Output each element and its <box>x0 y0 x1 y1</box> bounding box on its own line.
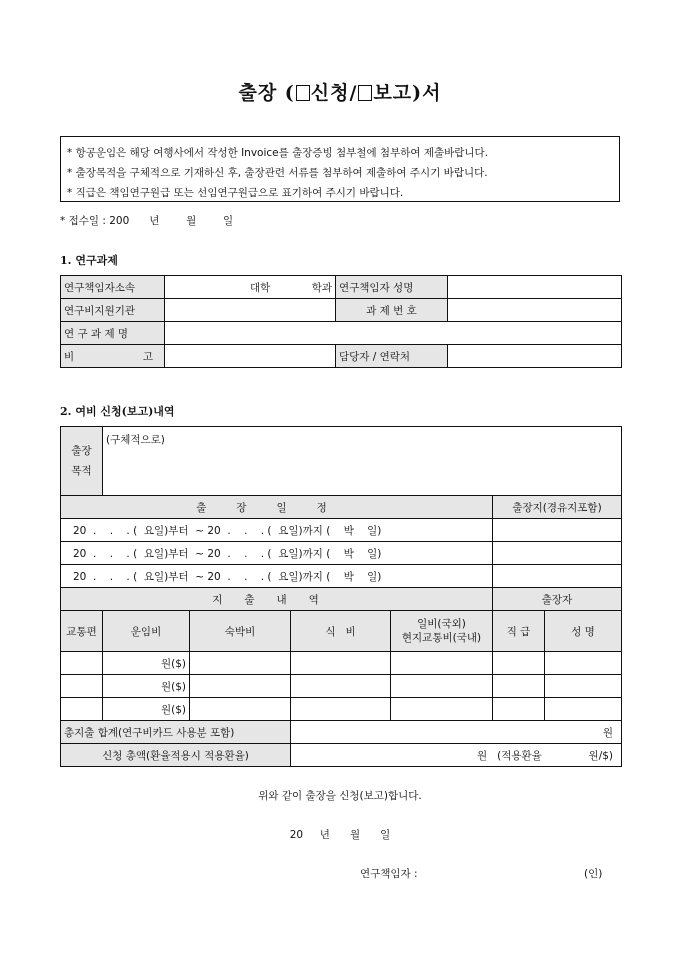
expense-header: 지출내역 <box>61 588 493 611</box>
funding-agency-value[interactable] <box>165 299 336 322</box>
destination-value[interactable] <box>493 565 622 588</box>
pi-affiliation-value[interactable] <box>165 276 336 299</box>
title-apply: 신청/ <box>310 82 358 104</box>
transport-cell[interactable] <box>61 698 103 721</box>
remarks-value[interactable] <box>165 345 336 368</box>
rank-cell[interactable] <box>493 698 545 721</box>
title-prefix: 출장 ( <box>238 82 295 104</box>
expense-table <box>60 426 622 767</box>
lodging-header: 숙박비 <box>190 611 291 652</box>
remarks-label-part: 비 <box>64 350 75 363</box>
meals-cell[interactable] <box>291 652 391 675</box>
transport-cell[interactable] <box>61 652 103 675</box>
report-checkbox[interactable] <box>358 85 372 101</box>
transport-header: 교통편 <box>61 611 103 652</box>
purpose-label <box>61 427 103 496</box>
total-label: 총지출 합계(연구비카드 사용분 포함) <box>61 721 291 744</box>
schedule-row[interactable]: 20 . . . ( 요일)부터 ~ 20 . . . ( 요일)까지 ( 박 일) <box>61 542 493 565</box>
apply-checkbox[interactable] <box>296 85 310 101</box>
fare-cell[interactable]: 원($) <box>103 675 190 698</box>
remarks-label <box>61 345 165 368</box>
per-diem-cell[interactable] <box>391 652 493 675</box>
section2-heading: 2. 여비 신청(보고)내역 <box>60 405 175 418</box>
project-number-label: 과 제 번 호 <box>336 299 448 322</box>
lodging-cell[interactable] <box>190 652 291 675</box>
note-item: * 항공운임은 해당 여행사에서 작성한 Invoice를 출장증빙 첨부철에 첨부하여 제출바랍니다. <box>67 147 489 159</box>
department-label: 학과 <box>311 281 332 294</box>
fare-cell[interactable]: 원($) <box>103 698 190 721</box>
funding-agency-label: 연구비지원기관 <box>61 299 165 322</box>
rank-header: 직 급 <box>493 611 545 652</box>
receipt-date: * 접수일 : 200 년 월 일 <box>60 215 234 227</box>
contact-value[interactable] <box>448 345 622 368</box>
schedule-header: 출장일정 <box>61 496 493 519</box>
purpose-label-line: 출장 <box>71 445 92 457</box>
contact-label: 담당자 / 연락처 <box>336 345 448 368</box>
seal-mark: (인) <box>584 868 603 880</box>
pi-name-label: 연구책임자 성명 <box>336 276 448 299</box>
closing-statement: 위와 같이 출장을 신청(보고)합니다. <box>258 790 422 802</box>
lodging-cell[interactable] <box>190 675 291 698</box>
per-diem-header-line: 일비(국외) <box>417 618 466 630</box>
signature-label: 연구책임자 : <box>360 868 418 880</box>
per-diem-header <box>391 611 493 652</box>
meals-cell[interactable] <box>291 675 391 698</box>
schedule-row[interactable]: 20 . . . ( 요일)부터 ~ 20 . . . ( 요일)까지 ( 박 일) <box>61 565 493 588</box>
per-diem-header-line: 현지교통비(국내) <box>401 632 482 644</box>
meals-header: 식 비 <box>291 611 391 652</box>
per-diem-cell[interactable] <box>391 698 493 721</box>
total-value[interactable]: 원 <box>291 721 622 744</box>
purpose-hint: (구체적으로) <box>106 434 165 446</box>
name-cell[interactable] <box>545 675 622 698</box>
lodging-cell[interactable] <box>190 698 291 721</box>
name-cell[interactable] <box>545 652 622 675</box>
transport-cell[interactable] <box>61 675 103 698</box>
pi-name-value[interactable] <box>448 276 622 299</box>
per-diem-cell[interactable] <box>391 675 493 698</box>
fare-header: 운임비 <box>103 611 190 652</box>
purpose-label-line: 목적 <box>71 465 92 477</box>
notes-box <box>60 136 620 202</box>
note-item: * 직급은 책임연구원급 또는 선임연구원급으로 표기하여 주시기 바랍니다. <box>67 187 404 199</box>
meals-cell[interactable] <box>291 698 391 721</box>
name-header: 성 명 <box>545 611 622 652</box>
request-label: 신청 총액(환율적용시 적용환율) <box>61 744 291 767</box>
rank-cell[interactable] <box>493 675 545 698</box>
project-title-label: 연 구 과 제 명 <box>61 322 165 345</box>
rank-cell[interactable] <box>493 652 545 675</box>
fare-cell[interactable]: 원($) <box>103 652 190 675</box>
project-title-value[interactable] <box>165 322 622 345</box>
destination-header: 출장지(경유지포함) <box>493 496 622 519</box>
traveler-header: 출장자 <box>493 588 622 611</box>
remarks-label-part: 고 <box>142 350 153 363</box>
destination-value[interactable] <box>493 542 622 565</box>
title-report: 보고)서 <box>373 82 442 104</box>
date-line: 20 년 월 일 <box>289 829 391 841</box>
destination-value[interactable] <box>493 519 622 542</box>
university-label: 대학 <box>250 281 271 294</box>
pi-affiliation-label: 연구책임자소속 <box>61 276 165 299</box>
project-table <box>60 275 622 368</box>
document-title <box>0 78 680 105</box>
project-number-value[interactable] <box>448 299 622 322</box>
note-item: * 출장목적을 구체적으로 기재하신 후, 출장관련 서류를 첨부하여 제출하여 주시기 바랍니다. <box>67 167 488 179</box>
purpose-value[interactable] <box>103 427 622 496</box>
schedule-row[interactable]: 20 . . . ( 요일)부터 ~ 20 . . . ( 요일)까지 ( 박 일) <box>61 519 493 542</box>
name-cell[interactable] <box>545 698 622 721</box>
section1-heading: 1. 연구과제 <box>60 254 118 267</box>
request-value[interactable]: 원 (적용환율 원/$) <box>291 744 622 767</box>
